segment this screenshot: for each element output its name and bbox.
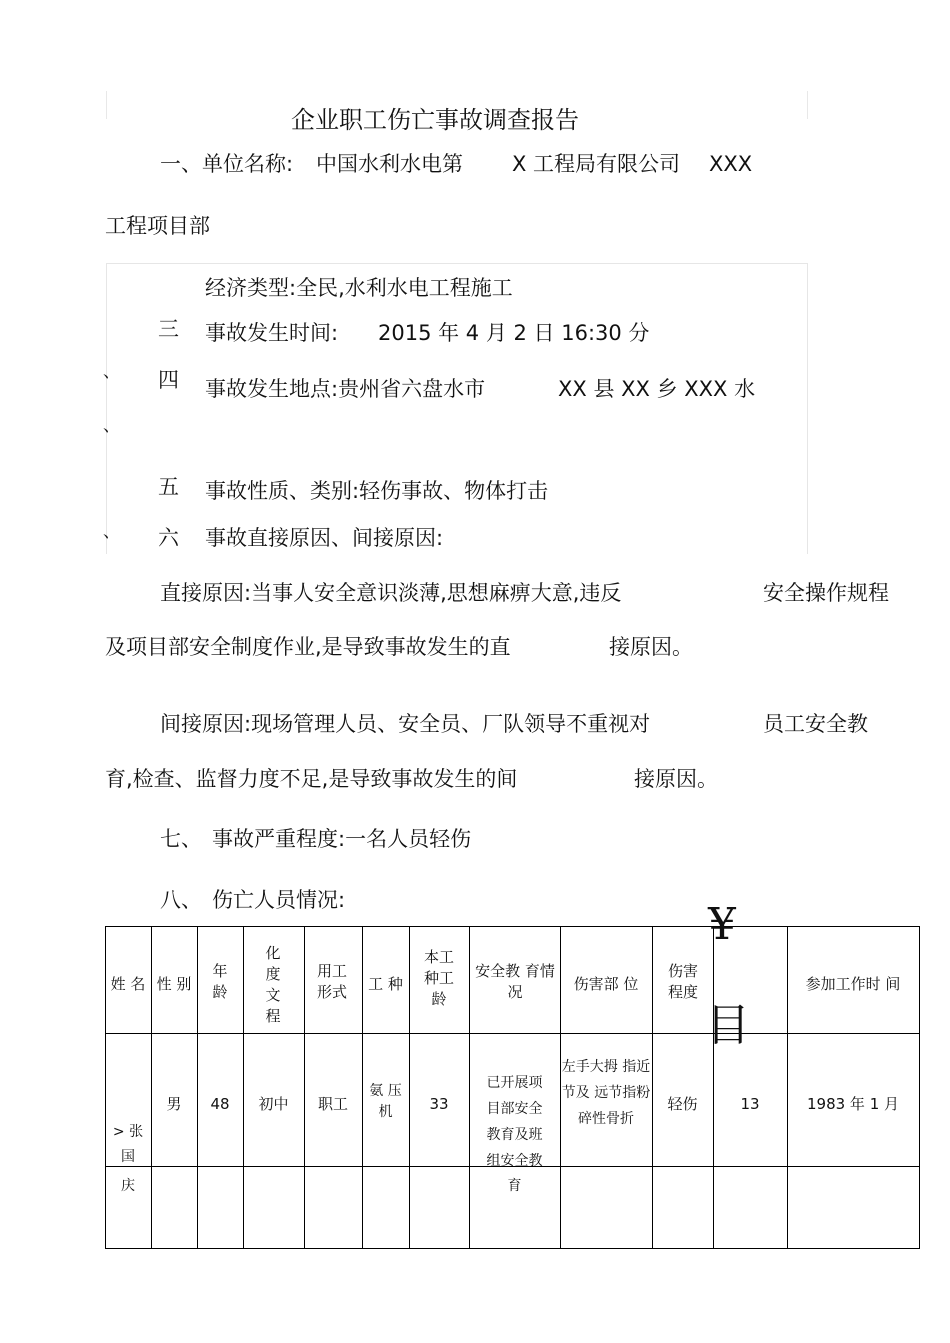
header-name: 姓 名 (110, 975, 146, 993)
s5-text: 事故性质、类别:轻伤事故、物体打击 (205, 479, 549, 503)
header-age: 年龄 (212, 962, 228, 1001)
cell-injury-level: 轻伤 (667, 1095, 698, 1113)
indirect-cause-b: 员工安全教 (763, 712, 868, 736)
table-col-line (919, 926, 920, 1249)
s8-label: 八、 (160, 888, 202, 912)
header-safety-edu: 安全教 育情况 (475, 962, 555, 1001)
table-col-line (652, 926, 653, 1249)
cell-name-mid: 国 (121, 1149, 135, 1165)
report-title: 企业职工伤亡事故调查报告 (291, 106, 579, 134)
indirect-cause-c: 育,检查、监督力度不足,是导致事故发生的间 (105, 767, 518, 791)
cell-name-prefix: > 张 (112, 1124, 144, 1140)
stray-mark-2: 、 (103, 416, 120, 436)
header-start-date: 参加工作时 间 (805, 975, 901, 993)
header-injury-level: 伤害程度 (667, 962, 698, 1001)
table-col-line (469, 926, 470, 1249)
direct-cause-b: 安全操作规程 (763, 581, 889, 605)
cell-education: 初中 (258, 1095, 289, 1113)
s6-text: 事故直接原因、间接原因: (205, 526, 444, 550)
cell-age: 48 (210, 1095, 230, 1113)
s8-text: 伤亡人员情况: (212, 888, 346, 912)
frame-box (106, 263, 808, 554)
table-col-line (304, 926, 305, 1249)
header-gender: 性 别 (156, 975, 192, 993)
table-line-header-bottom (105, 1033, 920, 1034)
cell-start-date: 1983 年 1 月 (806, 1095, 900, 1113)
table-col-line (409, 926, 410, 1249)
stray-yen-symbol: ¥ (708, 899, 736, 950)
table-line-top (105, 926, 920, 927)
s4-label: 事故发生地点:贵州省六盘水市 (205, 377, 486, 401)
header-employment: 用工形式 (316, 962, 347, 1001)
stray-mu-symbol: 目 (706, 1000, 750, 1051)
s1-value-b: X 工程局有限公司 (512, 152, 681, 176)
direct-cause-c: 及项目部安全制度作业,是导致事故发生的直 (105, 635, 511, 659)
s1-value-d: 工程项目部 (105, 214, 210, 238)
direct-cause-d: 接原因。 (609, 635, 693, 659)
cell-employment: 职工 (317, 1095, 348, 1113)
s1-value-c: XXX (709, 152, 753, 176)
s2-text: 经济类型:全民,水利水电工程施工 (205, 276, 513, 300)
s7-label: 七、 (160, 827, 202, 851)
direct-cause-a: 直接原因:当事人安全意识淡薄,思想麻痹大意,违反 (160, 581, 622, 605)
cell-name-end: 庆 (121, 1178, 135, 1194)
header-education: 化度文程 (265, 944, 281, 1025)
cell-job-years: 33 (429, 1095, 449, 1113)
s3-label: 事故发生时间: (205, 321, 339, 345)
table-line-bottom (105, 1248, 920, 1249)
cell-safety-edu: 已开展项目部安全教育及班组安全教 (486, 1075, 543, 1169)
s6-num: 六 (158, 526, 179, 550)
s3-value: 2015 年 4 月 2 日 16:30 分 (378, 321, 650, 345)
table-col-line (713, 926, 714, 1249)
stray-mark-3: 、 (103, 522, 120, 542)
indirect-cause-d: 接原因。 (634, 767, 718, 791)
s5-num: 五 (158, 475, 179, 499)
s7-text: 事故严重程度:一名人员轻伤 (212, 827, 472, 851)
cell-gender: 男 (166, 1095, 182, 1113)
header-job: 工 种 (368, 975, 403, 993)
s4-value: XX 县 XX 乡 XXX 水 (558, 377, 756, 401)
s1-label: 一、单位名称: (160, 152, 294, 176)
header-job-years: 本工种工龄 (423, 948, 454, 1008)
cell-col11: 13 (740, 1095, 760, 1113)
cell-safety-edu-tail: 育 (507, 1178, 522, 1194)
s3-num: 三 (158, 317, 179, 341)
s4-num: 四 (158, 368, 179, 392)
table-col-line (197, 926, 198, 1249)
indirect-cause-a: 间接原因:现场管理人员、安全员、厂队领导不重视对 (160, 712, 651, 736)
cell-injury-part: 左手大拇 指近节及 远节指粉 碎性骨折 (561, 1059, 651, 1127)
s1-value-a: 中国水利水电第 (316, 152, 463, 176)
table-col-line (243, 926, 244, 1249)
stray-mark-1: 、 (103, 362, 120, 382)
header-injury-part: 伤害部 位 (573, 975, 639, 993)
cell-job: 氨 压 机 (369, 1083, 402, 1120)
